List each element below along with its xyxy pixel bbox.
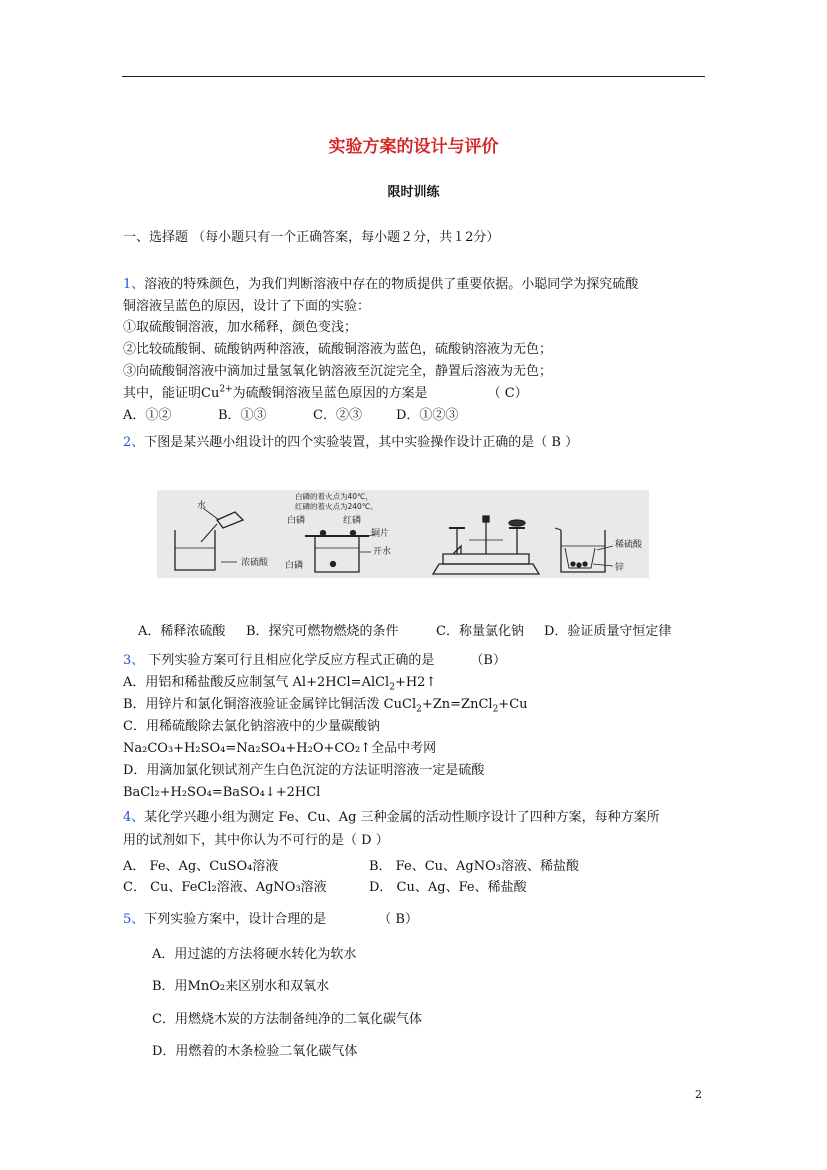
q2-number: 2、 — [123, 435, 145, 450]
q1-number: 1、 — [123, 277, 145, 292]
q4-line2: 用的试剂如下，其中你认为不可行的是（ D ） — [123, 833, 389, 848]
label-note2: 红磷的着火点为240℃。 — [295, 502, 378, 511]
q3-answer: （B） — [470, 653, 506, 668]
q3-number: 3、 — [123, 653, 145, 668]
q3-stem: 3、 下列实验方案可行且相应化学反应方程式正确的是 （B） — [123, 653, 506, 668]
q1-stem: 其中，能证明$Cu^{2+}$为硫酸铜溶液呈蓝色原因的方案是 （ C） — [123, 384, 528, 401]
q4-options-row2: C． Cu、FeCl₂溶液、AgNO₃溶液 D． Cu、Ag、Fe、稀盐酸 — [123, 880, 527, 895]
label-white-p2: 白磷 — [285, 561, 304, 571]
label-water: 水 — [197, 501, 207, 511]
q3-option-c: C．用稀硫酸除去氯化钠溶液中的少量碳酸钠 — [123, 719, 380, 734]
label-hot-water: 开水 — [373, 547, 392, 557]
q4-line1: 4、某化学兴趣小组为测定 Fe、Cu、Ag 三种金属的活动性顺序设计了四种方案，每种方案所 — [123, 810, 660, 825]
q3-option-d: D．用滴加氯化钡试剂产生白色沉淀的方法证明溶液一定是硫酸 — [123, 763, 485, 778]
q1-item3: ③向硫酸铜溶液中滴加过量氢氧化钠溶液至沉淀完全，静置后溶液为无色； — [123, 364, 553, 379]
figure-beaker-b — [305, 531, 375, 573]
q1-item2: ②比较硫酸铜、硫酸钠两种溶液，硫酸铜溶液为蓝色，硫酸钠溶液为无色； — [123, 342, 553, 357]
q5-stem: 5、下列实验方案中，设计合理的是 （ B） — [123, 912, 418, 927]
q3-option-a: A．用铝和稀盐酸反应制氢气 Al+2HCl=AlCl$_2$+H2↑ — [123, 675, 437, 693]
q5-option-c: C．用燃烧木炭的方法制备纯净的二氧化碳气体 — [152, 1012, 422, 1027]
q3-option-d-equation: BaCl₂+H₂SO₄=BaSO₄↓+2HCl — [123, 785, 321, 800]
q2-apparatus-figure — [157, 490, 649, 578]
document-subtitle: 限时训练 — [387, 185, 440, 200]
figure-balance — [433, 516, 539, 574]
header-rule — [122, 76, 705, 77]
q5-option-d: D．用燃着的木条检验二氧化碳气体 — [152, 1044, 358, 1059]
label-white-p: 白磷 — [287, 516, 306, 526]
q1-line2: 铜溶液呈蓝色的原因，设计了下面的实验： — [123, 299, 371, 314]
q5-option-a: A．用过滤的方法将硬水转化为软水 — [152, 947, 357, 962]
figure-beaker-d — [555, 528, 613, 572]
q2-stem: 2、下图是某兴趣小组设计的四个实验装置，其中实验操作设计正确的是（ B ） — [123, 435, 579, 450]
page-number: 2 — [695, 1088, 702, 1101]
figure-beaker-a — [175, 508, 243, 570]
label-dil-acid: 稀硫酸 — [615, 540, 643, 550]
q1-line1: 1、溶液的特殊颜色，为我们判断溶液中存在的物质提供了重要依据。小聪同学为探究硫酸 — [123, 277, 639, 292]
q4-options-row1: A． Fe、Ag、CuSO₄溶液 B． Fe、Cu、AgNO₃溶液、稀盐酸 — [123, 859, 579, 874]
label-note1: 白磷的着火点为40℃， — [295, 492, 373, 501]
q5-number: 5、 — [123, 912, 145, 927]
section-heading: 一、选择题 （每小题只有一个正确答案，每小题２分，共１2分） — [123, 230, 500, 245]
label-red-p: 红磷 — [343, 516, 362, 526]
document-title: 实验方案的设计与评价 — [328, 137, 499, 157]
q2-options: A．稀释浓硫酸 B．探究可燃物燃烧的条件 C．称量氯化钠 D．验证质量守恒定律 — [138, 624, 672, 639]
q4-number: 4、 — [123, 810, 145, 825]
q5-answer: （ B） — [378, 912, 418, 927]
q1-answer: （ C） — [487, 386, 528, 401]
q3-option-c-equation: Na₂CO₃+H₂SO₄=Na₂SO₄+H₂O+CO₂↑全品中考网 — [123, 741, 437, 756]
q1-item1: ①取硫酸铜溶液，加水稀释，颜色变浅； — [123, 320, 358, 335]
label-conc-acid: 浓硫酸 — [241, 558, 269, 568]
q1-options: A．①② B．①③ C．②③ D．①②③ — [123, 408, 459, 423]
q5-option-b: B．用MnO₂来区别水和双氧水 — [152, 979, 330, 994]
label-copper: 铜片 — [371, 529, 390, 539]
q3-option-b: B．用锌片和氯化铜溶液验证金属锌比铜活泼 CuCl$_2$+Zn=ZnCl$_2$+Cu — [123, 697, 528, 715]
label-zinc: 锌 — [615, 563, 625, 573]
